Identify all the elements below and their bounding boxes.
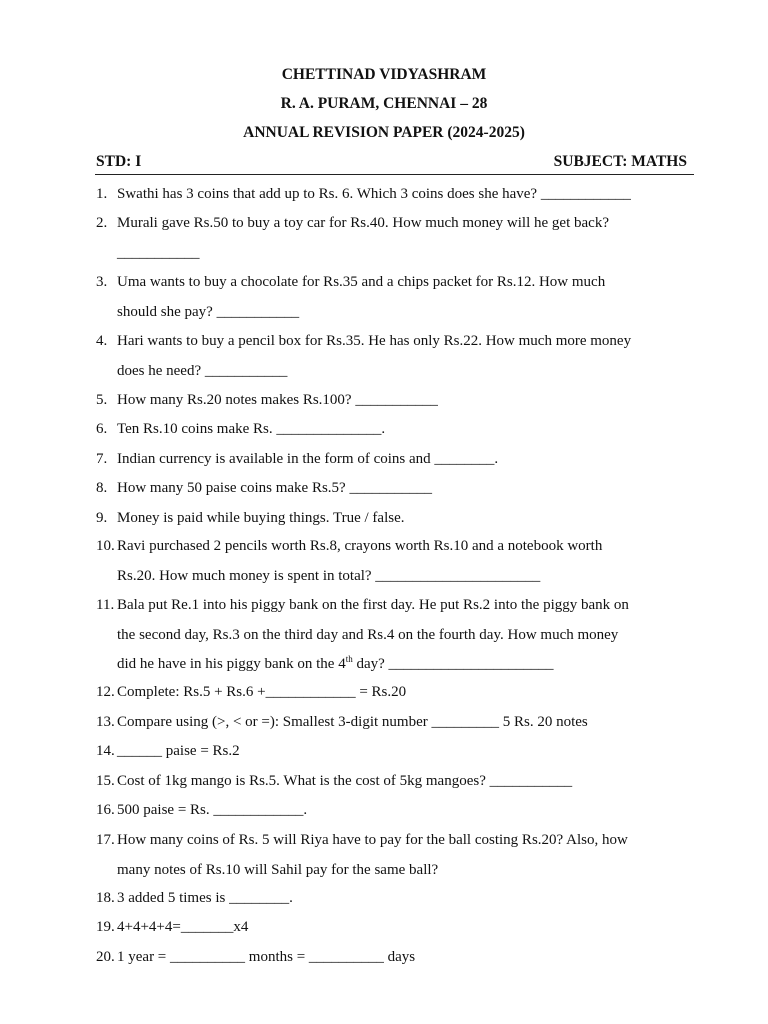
question-17 bbox=[96, 826, 696, 885]
question-9 bbox=[96, 504, 696, 534]
question-number: 13. bbox=[96, 714, 115, 730]
question-text-continued: Rs.20. How much money is spent in total? ______________________ bbox=[117, 567, 541, 584]
question-text-continued: many notes of Rs.10 will Sahil pay for the same ball? bbox=[117, 861, 439, 878]
question-text: How many Rs.20 notes makes Rs.100? ___________ bbox=[117, 392, 438, 408]
question-text-part: did he have in his piggy bank on the 4 bbox=[117, 656, 346, 672]
question-3 bbox=[96, 268, 696, 327]
question-number: 19. bbox=[96, 919, 115, 935]
question-18 bbox=[96, 884, 696, 914]
question-19 bbox=[96, 913, 696, 943]
question-text: Swathi has 3 coins that add up to Rs. 6. Which 3 coins does she have? ____________ bbox=[117, 186, 631, 202]
question-number: 15. bbox=[96, 773, 115, 789]
question-number: 5. bbox=[96, 392, 108, 408]
question-text: Complete: Rs.5 + Rs.6 +____________ = Rs.20 bbox=[117, 684, 407, 700]
question-12 bbox=[96, 678, 696, 708]
question-text: Ravi purchased 2 pencils worth Rs.8, crayons worth Rs.10 and a notebook worth bbox=[117, 538, 603, 554]
question-20 bbox=[96, 943, 696, 973]
question-number: 18. bbox=[96, 890, 115, 906]
question-14 bbox=[96, 737, 696, 767]
question-text: 3 added 5 times is ________. bbox=[117, 890, 293, 906]
question-7 bbox=[96, 445, 696, 475]
question-number: 4. bbox=[96, 333, 108, 349]
question-1 bbox=[96, 180, 696, 210]
question-number: 17. bbox=[96, 832, 115, 848]
question-text: 500 paise = Rs. ____________. bbox=[117, 802, 308, 818]
question-text: 4+4+4+4=_______x4 bbox=[117, 919, 249, 935]
question-number: 8. bbox=[96, 480, 108, 496]
paper-title: ANNUAL REVISION PAPER (2024-2025) bbox=[243, 124, 525, 141]
question-text: Hari wants to buy a pencil box for Rs.35. He has only Rs.22. How much more money bbox=[117, 333, 632, 349]
question-number: 6. bbox=[96, 421, 108, 437]
standard-label: STD: I bbox=[96, 153, 142, 170]
question-text: Compare using (>, < or =): Smallest 3-digit number _________ 5 Rs. 20 notes bbox=[117, 714, 588, 730]
question-number: 10. bbox=[96, 538, 115, 554]
question-4 bbox=[96, 327, 696, 386]
question-5 bbox=[96, 386, 696, 416]
question-number: 16. bbox=[96, 802, 115, 818]
question-number: 12. bbox=[96, 684, 115, 700]
question-text-continued bbox=[96, 650, 696, 680]
question-text: How many 50 paise coins make Rs.5? ___________ bbox=[117, 480, 432, 496]
question-number: 7. bbox=[96, 451, 108, 467]
question-number: 3. bbox=[96, 274, 108, 290]
question-number: 14. bbox=[96, 743, 115, 759]
question-number: 2. bbox=[96, 215, 108, 231]
question-text-continued: does he need? ___________ bbox=[117, 362, 288, 379]
question-text-continued: should she pay? ___________ bbox=[117, 303, 300, 320]
question-text: ______ paise = Rs.2 bbox=[117, 743, 240, 759]
question-number: 20. bbox=[96, 949, 115, 965]
question-number: 1. bbox=[96, 186, 108, 202]
question-16 bbox=[96, 796, 696, 826]
question-number: 11. bbox=[96, 597, 115, 613]
question-11 bbox=[96, 591, 696, 680]
header-divider bbox=[95, 174, 694, 175]
question-text-part: day? ______________________ bbox=[352, 656, 554, 672]
subject-label: SUBJECT: MATHS bbox=[553, 153, 687, 170]
question-8 bbox=[96, 474, 696, 504]
question-text: Uma wants to buy a chocolate for Rs.35 and a chips packet for Rs.12. How much bbox=[117, 274, 606, 290]
question-text: Money is paid while buying things. True / false. bbox=[117, 510, 405, 526]
answer-blank: ___________ bbox=[117, 244, 200, 261]
question-number: 9. bbox=[96, 510, 108, 526]
school-address: R. A. PURAM, CHENNAI – 28 bbox=[280, 95, 488, 112]
question-text: Indian currency is available in the form of coins and ________. bbox=[117, 451, 499, 467]
question-15 bbox=[96, 767, 696, 797]
school-name: CHETTINAD VIDYASHRAM bbox=[281, 66, 487, 83]
question-10 bbox=[96, 532, 696, 591]
question-text: Cost of 1kg mango is Rs.5. What is the cost of 5kg mangoes? ___________ bbox=[117, 773, 573, 789]
question-2 bbox=[96, 209, 696, 268]
question-13 bbox=[96, 708, 696, 738]
question-text: Murali gave Rs.50 to buy a toy car for Rs.40. How much money will he get back? bbox=[117, 215, 609, 231]
question-text: Ten Rs.10 coins make Rs. ______________. bbox=[117, 421, 386, 437]
question-text: Bala put Re.1 into his piggy bank on the first day. He put Rs.2 into the piggy bank on bbox=[117, 597, 629, 613]
question-text: 1 year = __________ months = __________ days bbox=[117, 949, 416, 965]
ordinal-suffix: th bbox=[345, 654, 353, 664]
question-text: How many coins of Rs. 5 will Riya have to pay for the ball costing Rs.20? Also, how bbox=[117, 832, 628, 848]
question-6 bbox=[96, 415, 696, 445]
question-text-continued: the second day, Rs.3 on the third day and Rs.4 on the fourth day. How much money bbox=[117, 626, 619, 643]
